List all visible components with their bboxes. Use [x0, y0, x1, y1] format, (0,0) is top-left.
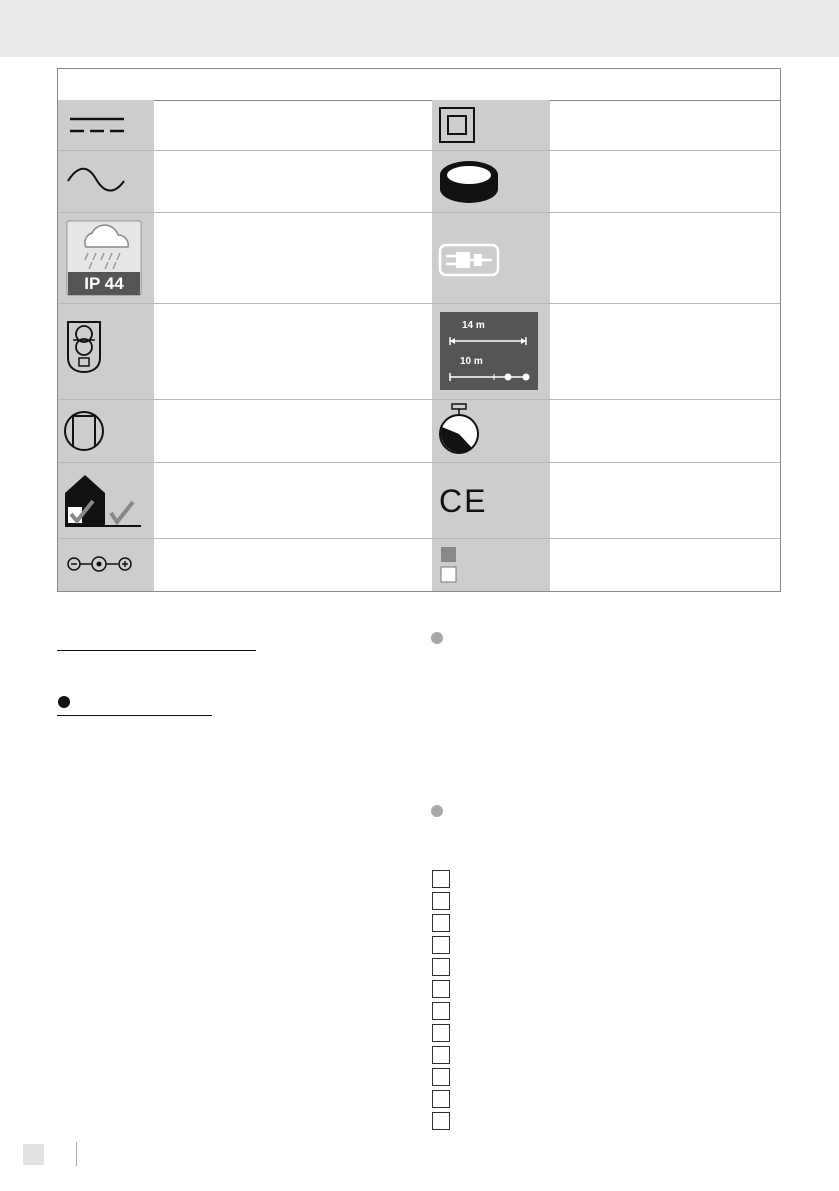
ip-rating-label: IP 44 [84, 274, 124, 293]
table-row [58, 100, 780, 151]
bullet-icon [431, 632, 443, 644]
symbol-description [550, 304, 780, 399]
ce-mark-label: CE [439, 483, 488, 519]
symbol-description [550, 400, 780, 462]
checkbox[interactable] [432, 914, 450, 932]
checkbox[interactable] [432, 1046, 450, 1064]
checkbox[interactable] [432, 1002, 450, 1020]
checkbox[interactable] [432, 1068, 450, 1086]
checkbox[interactable] [432, 892, 450, 910]
symbol-description [154, 100, 432, 150]
section-heading-underline [57, 650, 256, 651]
checkbox[interactable] [432, 980, 450, 998]
table-row [58, 463, 780, 539]
checkbox[interactable] [432, 936, 450, 954]
indoor-use-transformer-icon [58, 400, 154, 462]
direct-current-icon [58, 100, 154, 150]
page-number-divider [76, 1142, 77, 1166]
plug-connector-icon [432, 213, 550, 303]
battery-cell-icon [432, 151, 550, 212]
safety-transformer-icon [58, 304, 154, 399]
symbol-table-header [58, 69, 780, 101]
bullet-icon [58, 696, 70, 708]
cable-length-lit: 10 m [460, 356, 483, 367]
protection-class-ii-icon [432, 100, 550, 150]
symbol-description [550, 539, 780, 591]
indoor-outdoor-use-icon [58, 463, 154, 538]
symbol-description [154, 213, 432, 303]
symbol-description [550, 100, 780, 150]
cable-length-icon [432, 304, 550, 399]
subsection-heading-underline [57, 715, 212, 716]
checkbox[interactable] [432, 870, 450, 888]
symbol-description [154, 304, 432, 399]
symbol-description [154, 400, 432, 462]
timer-icon [432, 400, 550, 462]
ce-mark-icon [432, 463, 550, 538]
ip44-rain-icon [58, 213, 154, 303]
symbol-description [154, 151, 432, 212]
alternating-current-icon [58, 151, 154, 212]
checkbox[interactable] [432, 958, 450, 976]
cable-length-total: 14 m [462, 320, 485, 331]
color-swatch-icon [432, 539, 550, 591]
checkbox[interactable] [432, 1090, 450, 1108]
table-row [58, 213, 780, 304]
symbol-description [550, 463, 780, 538]
symbol-description [154, 463, 432, 538]
table-row [58, 400, 780, 463]
checkbox[interactable] [432, 1024, 450, 1042]
symbol-description [550, 213, 780, 303]
table-row [58, 151, 780, 213]
bullet-icon [431, 805, 443, 817]
symbol-table [57, 68, 781, 592]
top-header-bar [0, 0, 839, 57]
table-row [58, 539, 780, 591]
symbol-description [154, 539, 432, 591]
table-row [58, 304, 780, 400]
page-number-box [23, 1144, 44, 1165]
checkbox[interactable] [432, 1112, 450, 1130]
polarity-icon [58, 539, 154, 591]
symbol-description [550, 151, 780, 212]
